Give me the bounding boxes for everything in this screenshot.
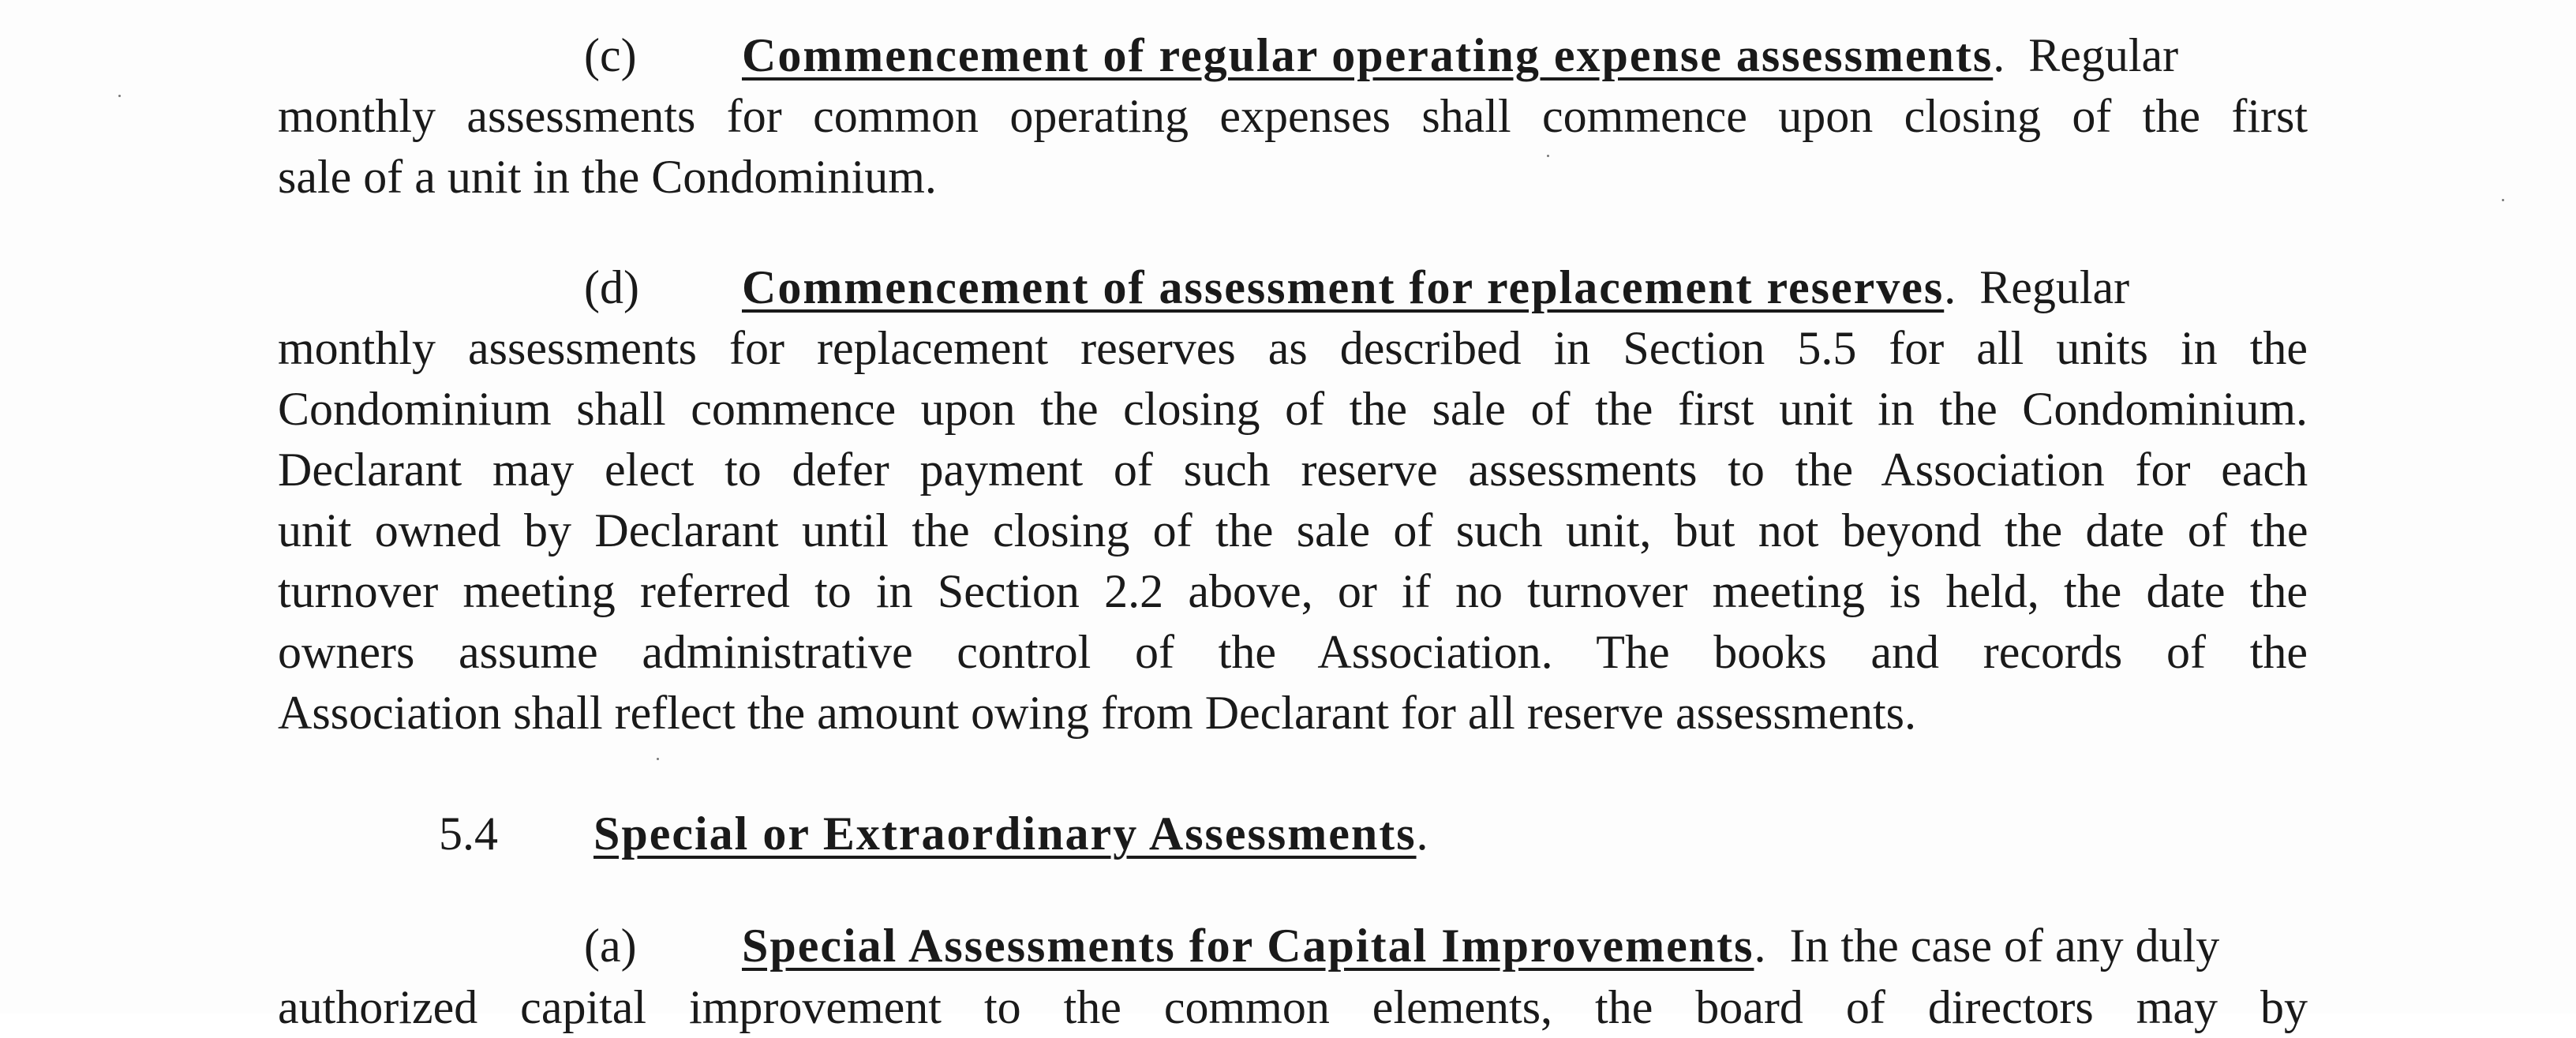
paragraph-d-line: Association shall reflect the amount owing from Declarant for all reserve assessments. xyxy=(278,687,1917,739)
scan-speck xyxy=(657,758,659,760)
scan-speck xyxy=(118,95,121,97)
paragraph-c-first-line xyxy=(278,25,2308,86)
section-heading: Special or Extraordinary Assessments xyxy=(593,808,1417,860)
paragraph-c xyxy=(278,25,2308,208)
paragraph-d-heading: Commencement of assessment for replacement reserves xyxy=(742,261,1945,313)
paragraph-c-line: monthly assessments for common operating expenses shall commence upon closing of the first xyxy=(278,90,2308,142)
section-heading-trail: . xyxy=(1416,808,1428,860)
paragraph-d-line: monthly assessments for replacement reserves as described in Section 5.5 for all units in the xyxy=(278,322,2308,374)
paragraph-d-line: unit owned by Declarant until the closing of the sale of such unit, but not beyond the date of the xyxy=(278,504,2308,556)
paragraph-a-heading: Special Assessments for Capital Improvements xyxy=(742,920,1754,972)
paragraph-c-heading: Commencement of regular operating expense assessments xyxy=(742,29,1994,81)
paragraph-d-line: turnover meeting referred to in Section 2.2 above, or if no turnover meeting is held, the date the xyxy=(278,565,2308,617)
paragraph-a-lead-rest: . In the case of any duly xyxy=(1754,920,2220,972)
section-number: 5.4 xyxy=(439,808,498,860)
paragraph-a-first-line xyxy=(278,916,2308,976)
paragraph-a-cut-line: authorized capital improvement to the common elements, the board of directors may by xyxy=(278,981,2308,1033)
paragraph-d xyxy=(278,257,2308,744)
scan-speck xyxy=(2502,199,2504,201)
paragraph-d-line: Declarant may elect to defer payment of such reserve assessments to the Association for each xyxy=(278,444,2308,496)
paragraph-c-lead-rest: . Regular xyxy=(1993,29,2179,81)
section-5-4-heading-line xyxy=(439,804,1428,864)
paragraph-c-label: (c) xyxy=(584,29,637,81)
paragraph-c-line: sale of a unit in the Condominium. xyxy=(278,151,937,203)
paragraph-a xyxy=(278,916,2308,976)
paragraph-d-lead-rest: . Regular xyxy=(1944,261,2130,313)
paragraph-a-label: (a) xyxy=(584,920,637,972)
paragraph-d-first-line xyxy=(278,257,2308,318)
cut-off-line-container xyxy=(278,977,2308,1038)
paragraph-d-label: (d) xyxy=(584,261,639,313)
paragraph-d-line: Condominium shall commence upon the closing of the sale of the first unit in the Condominium. xyxy=(278,383,2308,435)
scan-speck xyxy=(1547,155,1549,157)
paragraph-d-line: owners assume administrative control of the Association. The books and records of the xyxy=(278,626,2308,678)
